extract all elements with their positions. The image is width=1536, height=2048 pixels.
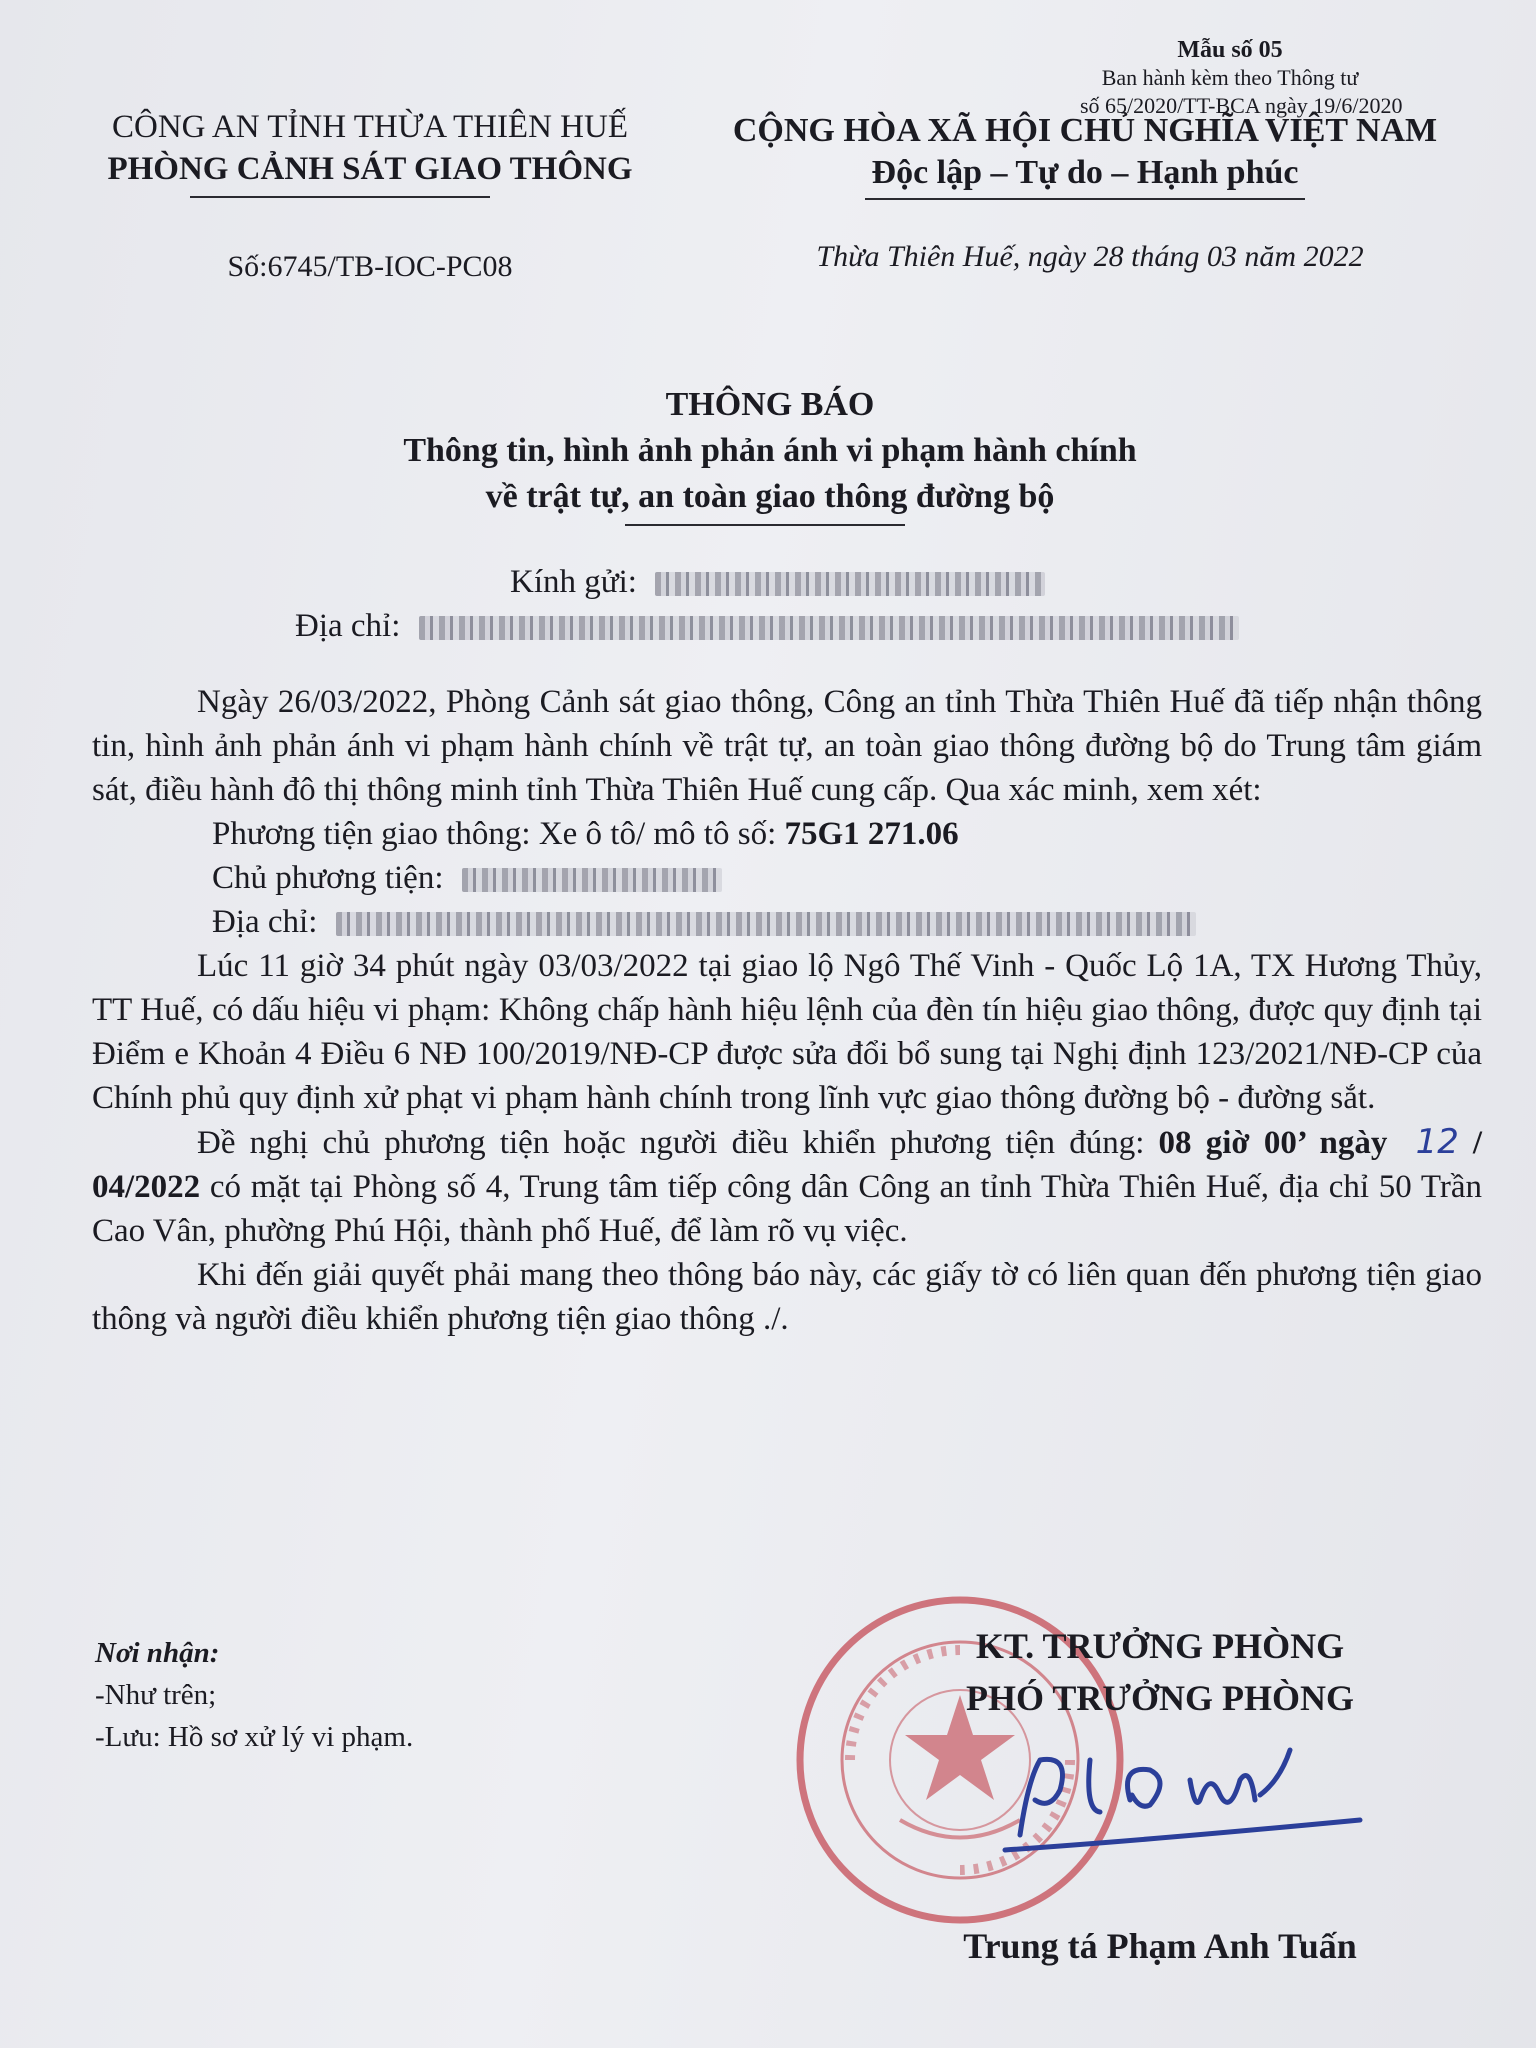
body-paragraph-3 bbox=[92, 1120, 1482, 1253]
recipients-item-1: -Như trên; bbox=[95, 1679, 217, 1711]
title-underline bbox=[625, 524, 905, 526]
document-subtitle-line2: về trật tự, an toàn giao thông đường bộ bbox=[485, 478, 1055, 515]
form-issued-line2: số 65/2020/TT-BCA ngày 19/6/2020 bbox=[1080, 93, 1403, 118]
owner-address-label: Địa chỉ: bbox=[212, 904, 318, 940]
form-issued-line1: Ban hành kèm theo Thông tư bbox=[1101, 65, 1359, 90]
redacted-owner-name bbox=[462, 868, 722, 892]
owner-address-line bbox=[92, 900, 1482, 944]
recipients-list bbox=[95, 1632, 413, 1758]
signature-title-line2: PHÓ TRƯỞNG PHÒNG bbox=[965, 1678, 1354, 1718]
place-date: Thừa Thiên Huế, ngày 28 tháng 03 năm 2022 bbox=[816, 240, 1364, 273]
motto-underline bbox=[865, 198, 1305, 200]
issuing-agency-block bbox=[60, 106, 680, 190]
redacted-recipient-address bbox=[419, 616, 1239, 640]
body-paragraph-4: Khi đến giải quyết phải mang theo thông báo này, các giấy tờ có liên quan đến phương tiện giao thông và người điều khiển phương tiện giao thông ./. bbox=[92, 1257, 1482, 1337]
recipient-label: Kính gửi: bbox=[510, 564, 637, 600]
recipients-label: Nơi nhận: bbox=[95, 1637, 220, 1669]
handwritten-signature bbox=[1000, 1740, 1370, 1860]
agency-underline bbox=[190, 196, 490, 198]
recipient-block bbox=[220, 560, 1420, 648]
vehicle-plate: 75G1 271.06 bbox=[784, 816, 959, 852]
document-title-block bbox=[150, 382, 1390, 520]
form-number: Mẫu số 05 bbox=[1177, 37, 1283, 63]
recipient-address-label: Địa chỉ: bbox=[295, 608, 401, 644]
appointment-intro: Đề nghị chủ phương tiện hoặc người điều khiển phương tiện đúng: bbox=[197, 1125, 1145, 1161]
form-number-block bbox=[1080, 36, 1403, 120]
department-name: PHÒNG CẢNH SÁT GIAO THÔNG bbox=[107, 151, 633, 187]
appointment-time: 08 giờ 00’ ngày bbox=[1158, 1125, 1388, 1161]
vehicle-label: Phương tiện giao thông: Xe ô tô/ mô tô số: bbox=[212, 816, 777, 852]
document-subtitle-line1: Thông tin, hình ảnh phản ánh vi phạm hành chính bbox=[403, 432, 1137, 469]
signature-title bbox=[880, 1620, 1440, 1724]
signature-title-line1: KT. TRƯỞNG PHÒNG bbox=[975, 1626, 1345, 1666]
appointment-location: có mặt tại Phòng số 4, Trung tâm tiếp công dân Công an tỉnh Thừa Thiên Huế, địa chỉ 50 Trần Cao Vân, phường Phú Hội, thành phố Huế, để làm rõ vụ việc. bbox=[92, 1169, 1482, 1249]
document-title: THÔNG BÁO bbox=[665, 386, 875, 423]
body-paragraph-1: Ngày 26/03/2022, Phòng Cảnh sát giao thông, Công an tỉnh Thừa Thiên Huế đã tiếp nhận thông tin, hình ảnh phản ánh vi phạm hành chính về trật tự, an toàn giao thông đường bộ do Trung tâm giám sát, điều hành đô thị thông minh tỉnh Thừa Thiên Huế cung cấp. Qua xác minh, xem xét: bbox=[92, 684, 1482, 808]
country-name: CỘNG HÒA XÃ HỘI CHỦ NGHĨA VIỆT NAM bbox=[732, 112, 1438, 149]
owner-line bbox=[92, 856, 1482, 900]
recipients-item-2: -Lưu: Hồ sơ xử lý vi phạm. bbox=[95, 1721, 414, 1753]
agency-name: CÔNG AN TỈNH THỪA THIÊN HUẾ bbox=[111, 109, 628, 145]
national-header bbox=[690, 110, 1480, 194]
redacted-recipient-name bbox=[655, 572, 1045, 596]
document-body bbox=[92, 680, 1482, 1341]
appointment-month-year: / 04/2022 bbox=[92, 1125, 1482, 1205]
redacted-owner-address bbox=[336, 912, 1196, 936]
document-number: Số:6745/TB-IOC-PC08 bbox=[227, 250, 513, 283]
vehicle-line bbox=[92, 812, 1482, 856]
body-paragraph-2: Lúc 11 giờ 34 phút ngày 03/03/2022 tại giao lộ Ngô Thế Vinh - Quốc Lộ 1A, TX Hương Thủy, TT Huế, có dấu hiệu vi phạm: Không chấp hành hiệu lệnh của đèn tín hiệu giao thông, được quy định tại Điểm e Khoản 4 Điều 6 NĐ 100/2019/NĐ-CP được sửa đổi bổ sung tại Nghị định 123/2021/NĐ-CP của Chính phủ quy định xử phạt vi phạm hành chính trong lĩnh vực giao thông đường bộ - đường sắt. bbox=[92, 948, 1482, 1116]
handwritten-day: 12 bbox=[1415, 1122, 1459, 1162]
national-motto: Độc lập – Tự do – Hạnh phúc bbox=[871, 154, 1299, 191]
signer-name: Trung tá Phạm Anh Tuấn bbox=[963, 1926, 1357, 1966]
owner-label: Chủ phương tiện: bbox=[212, 860, 444, 896]
